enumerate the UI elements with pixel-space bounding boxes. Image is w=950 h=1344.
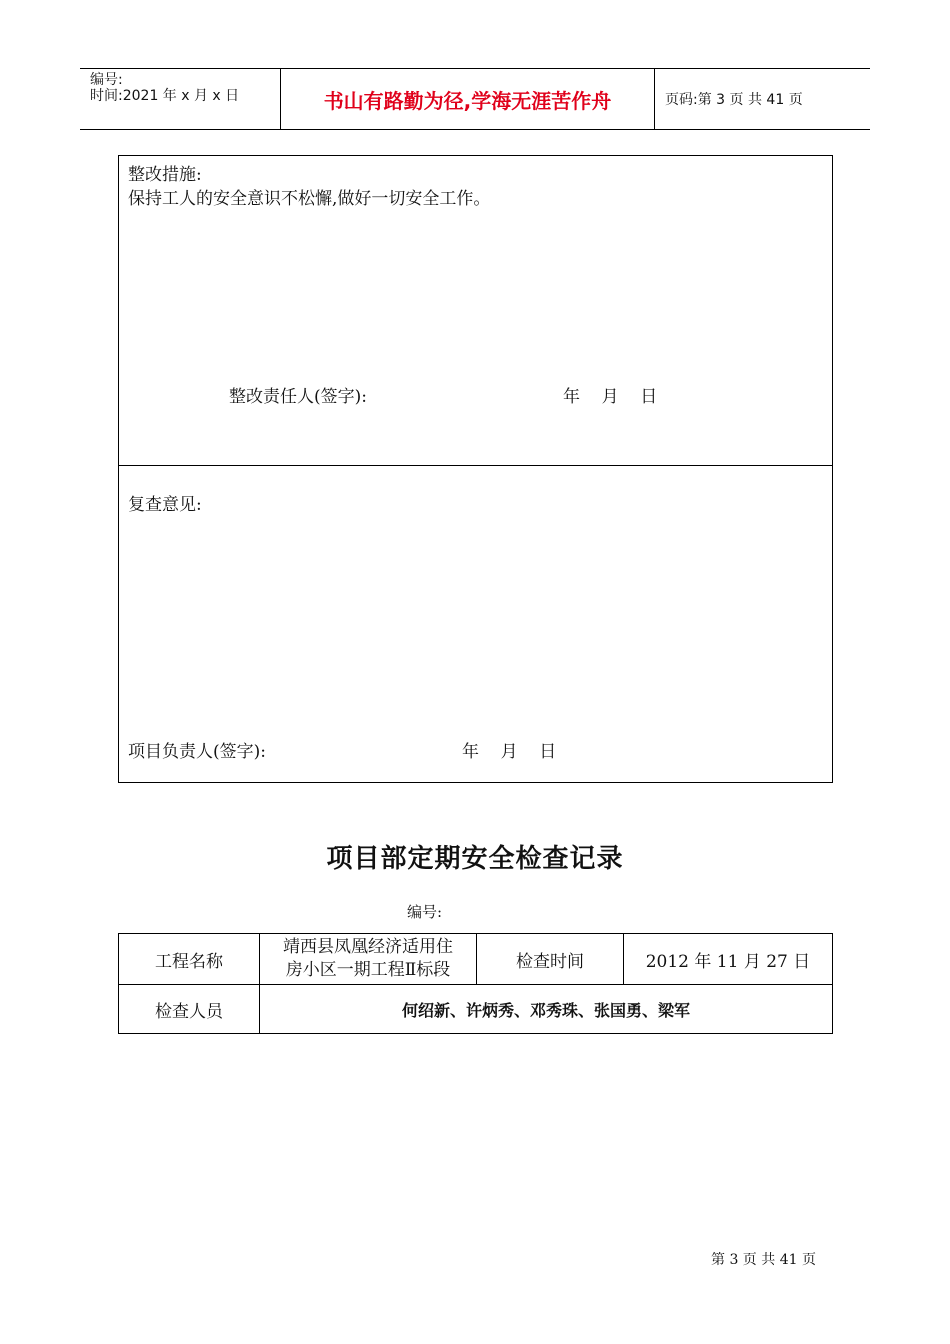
header-page-info: 页码:第 3 页 共 41 页	[665, 92, 803, 108]
rectification-label: 整改措施:	[128, 165, 202, 185]
project-name-value: 靖西县凤凰经济适用住 房小区一期工程Ⅱ标段	[260, 934, 477, 985]
inspectors-label: 检查人员	[119, 985, 260, 1034]
project-name-label: 工程名称	[119, 934, 260, 985]
header-number-label: 编号:	[90, 72, 123, 88]
header-motto: 书山有路勤为径,学海无涯苦作舟	[281, 69, 655, 129]
inspectors-value: 何绍新、许炳秀、邓秀珠、张国勇、梁军	[260, 985, 833, 1034]
section-title: 项目部定期安全检查记录	[326, 844, 624, 874]
rectification-content: 保持工人的安全意识不松懈,做好一切安全工作。	[128, 189, 491, 209]
check-time-value: 2012 年 11 月 27 日	[624, 934, 833, 985]
table-row	[119, 934, 833, 985]
page-footer: 第 3 页 共 41 页	[711, 1252, 816, 1268]
rectification-date-label: 年 月 日	[563, 387, 658, 407]
review-signer-label: 项目负责人(签字):	[128, 742, 266, 762]
review-label: 复查意见:	[128, 495, 202, 515]
header-time-label: 时间:2021 年 x 月 x 日	[90, 88, 240, 104]
page-header	[80, 68, 870, 130]
rectification-box	[118, 155, 833, 466]
section-code-label: 编号:	[407, 903, 443, 921]
review-date-label: 年 月 日	[462, 742, 557, 762]
rectification-signer-label: 整改责任人(签字):	[229, 387, 367, 407]
table-row	[119, 985, 833, 1034]
check-time-label: 检查时间	[477, 934, 624, 985]
header-meta	[80, 69, 281, 129]
inspection-info-table	[118, 933, 833, 1034]
review-box	[118, 465, 833, 783]
